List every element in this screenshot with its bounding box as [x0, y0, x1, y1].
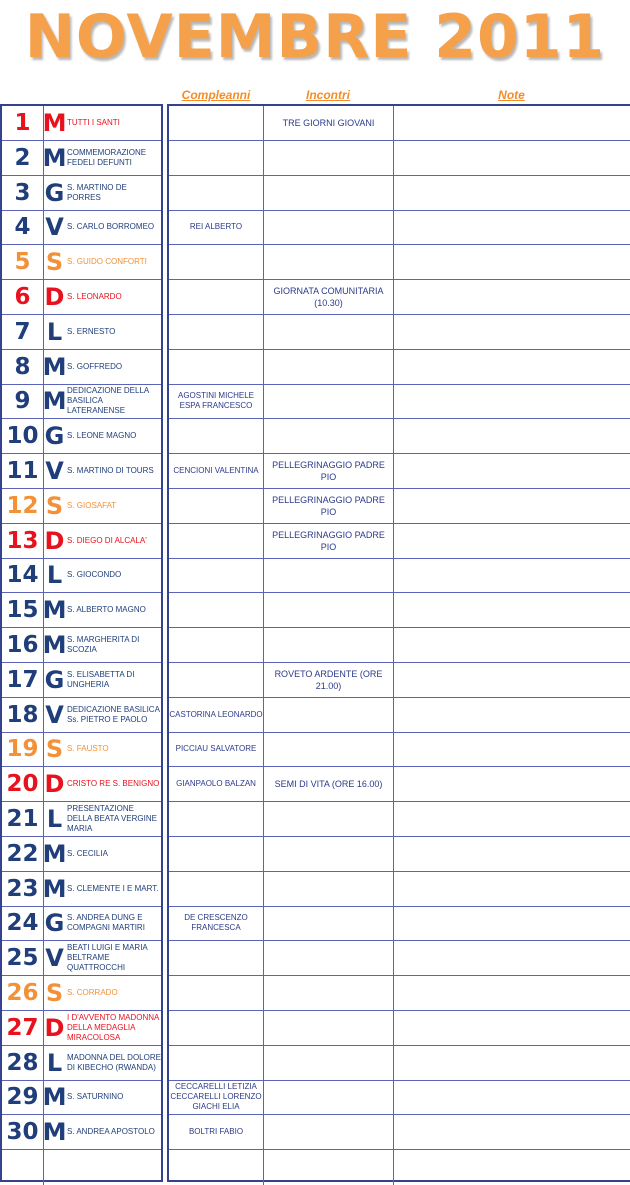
birthdays-cell[interactable] — [169, 106, 263, 141]
meetings-cell[interactable] — [263, 976, 393, 1011]
birthdays-cell[interactable] — [169, 663, 263, 698]
day-row — [0, 802, 630, 837]
day-row — [0, 245, 630, 280]
day-number: 26 — [2, 976, 43, 1011]
day-row — [0, 941, 630, 976]
weekday-letter: L — [43, 1046, 65, 1081]
weekday-letter: M — [43, 384, 65, 419]
day-row — [0, 141, 630, 176]
day-row — [0, 315, 630, 350]
notes-cell[interactable] — [393, 245, 630, 280]
saint-name: S. CLEMENTE I E MART. — [65, 872, 161, 907]
meetings-cell[interactable] — [263, 732, 393, 767]
saint-name: PRESENTAZIONE DELLA BEATA VERGINE MARIA — [65, 802, 161, 837]
saint-name: S. MARTINO DE PORRES — [65, 176, 161, 211]
saint-name: I D'AVVENTO MADONNA DELLA MEDAGLIA MIRACOLOSA — [65, 1011, 161, 1046]
notes-cell[interactable] — [393, 906, 630, 941]
day-number: 18 — [2, 698, 43, 733]
notes-cell[interactable] — [393, 1011, 630, 1046]
birthdays-cell[interactable] — [169, 245, 263, 280]
day-number: 8 — [2, 350, 43, 385]
saint-name: S. GOFFREDO — [65, 350, 161, 385]
day-number: 12 — [2, 489, 43, 524]
notes-cell[interactable] — [393, 802, 630, 837]
saint-name: S. LEONARDO — [65, 280, 161, 315]
birthdays-cell[interactable] — [169, 489, 263, 524]
birthdays-cell[interactable]: CENCIONI VALENTINA — [169, 454, 263, 489]
notes-cell[interactable] — [393, 489, 630, 524]
saint-name: S. CECILIA — [65, 837, 161, 872]
meetings-cell[interactable] — [263, 802, 393, 837]
notes-cell[interactable] — [393, 663, 630, 698]
weekday-letter: L — [43, 315, 65, 350]
meetings-cell[interactable] — [263, 419, 393, 454]
weekday-letter: G — [43, 176, 65, 211]
day-number: 21 — [2, 802, 43, 837]
notes-cell-empty — [393, 1150, 630, 1185]
notes-cell[interactable] — [393, 628, 630, 663]
day-row — [0, 976, 630, 1011]
notes-cell[interactable] — [393, 280, 630, 315]
weekday-letter: L — [43, 558, 65, 593]
meetings-cell[interactable] — [263, 210, 393, 245]
notes-cell[interactable] — [393, 524, 630, 559]
day-number: 11 — [2, 454, 43, 489]
saint-name: S. GUIDO CONFORTI — [65, 245, 161, 280]
weekday-letter: M — [43, 593, 65, 628]
notes-cell[interactable] — [393, 872, 630, 907]
weekday-letter: M — [43, 1115, 65, 1150]
notes-cell[interactable] — [393, 941, 630, 976]
birthdays-cell[interactable] — [169, 280, 263, 315]
day-number: 29 — [2, 1080, 43, 1115]
notes-cell[interactable] — [393, 1046, 630, 1081]
saint-name: S. GIOSAFAT — [65, 489, 161, 524]
birthdays-cell[interactable]: CASTORINA LEONARDO — [169, 698, 263, 733]
saint-name: S. ELISABETTA DI UNGHERIA — [65, 663, 161, 698]
birthdays-cell[interactable]: DE CRESCENZO FRANCESCA — [169, 906, 263, 941]
notes-cell[interactable] — [393, 350, 630, 385]
day-row — [0, 593, 630, 628]
day-row — [0, 872, 630, 907]
day-row — [0, 767, 630, 802]
meetings-cell[interactable]: PELLEGRINAGGIO PADRE PIO — [263, 524, 393, 559]
notes-cell[interactable] — [393, 698, 630, 733]
weekday-letter: M — [43, 141, 65, 176]
day-row — [0, 732, 630, 767]
saint-name: S. GIOCONDO — [65, 558, 161, 593]
notes-cell[interactable] — [393, 419, 630, 454]
notes-cell[interactable] — [393, 210, 630, 245]
day-number: 27 — [2, 1011, 43, 1046]
notes-cell[interactable] — [393, 141, 630, 176]
meetings-cell[interactable] — [263, 558, 393, 593]
saint-name: S. DIEGO DI ALCALA' — [65, 524, 161, 559]
birthdays-cell[interactable] — [169, 837, 263, 872]
day-number: 5 — [2, 245, 43, 280]
saint-name: S. SATURNINO — [65, 1080, 161, 1115]
weekday-letter: S — [43, 245, 65, 280]
weekday-letter: M — [43, 1080, 65, 1115]
weekday-letter: S — [43, 489, 65, 524]
meetings-cell[interactable] — [263, 1011, 393, 1046]
meetings-cell[interactable] — [263, 315, 393, 350]
notes-cell[interactable] — [393, 976, 630, 1011]
weekday-letter: D — [43, 524, 65, 559]
day-number: 6 — [2, 280, 43, 315]
day-number: 13 — [2, 524, 43, 559]
day-number: 30 — [2, 1115, 43, 1150]
birthdays-cell[interactable] — [169, 1046, 263, 1081]
notes-cell[interactable] — [393, 384, 630, 419]
meetings-cell[interactable] — [263, 872, 393, 907]
notes-cell[interactable] — [393, 593, 630, 628]
birthdays-cell[interactable] — [169, 941, 263, 976]
saint-name: S. MARGHERITA DI SCOZIA — [65, 628, 161, 663]
day-row — [0, 419, 630, 454]
birthdays-cell[interactable] — [169, 176, 263, 211]
birthdays-cell[interactable] — [169, 593, 263, 628]
birthdays-cell[interactable] — [169, 419, 263, 454]
notes-cell[interactable] — [393, 767, 630, 802]
day-number: 15 — [2, 593, 43, 628]
day-row — [0, 210, 630, 245]
birthdays-cell[interactable]: AGOSTINI MICHELE ESPA FRANCESCO — [169, 384, 263, 419]
birthdays-cell[interactable] — [169, 628, 263, 663]
saint-name: BEATI LUIGI E MARIA BELTRAME QUATTROCCHI — [65, 941, 161, 976]
meetings-cell[interactable]: GIORNATA COMUNITARIA (10.30) — [263, 280, 393, 315]
meetings-cell[interactable] — [263, 593, 393, 628]
birthdays-cell[interactable] — [169, 872, 263, 907]
day-number: 19 — [2, 732, 43, 767]
weekday-letter: M — [43, 837, 65, 872]
saint-name: S. ERNESTO — [65, 315, 161, 350]
weekday-letter: G — [43, 906, 65, 941]
weekday-letter-empty — [43, 1150, 65, 1185]
day-row — [0, 489, 630, 524]
header-meetings: Incontri — [306, 88, 350, 102]
meetings-cell[interactable] — [263, 906, 393, 941]
weekday-letter: G — [43, 663, 65, 698]
day-row — [0, 906, 630, 941]
day-number: 20 — [2, 767, 43, 802]
weekday-letter: D — [43, 280, 65, 315]
saint-name: COMMEMORAZIONE FEDELI DEFUNTI — [65, 141, 161, 176]
notes-cell[interactable] — [393, 454, 630, 489]
day-row — [0, 524, 630, 559]
weekday-letter: S — [43, 976, 65, 1011]
birthdays-cell[interactable]: CECCARELLI LETIZIA CECCARELLI LORENZO GIACHI ELIA — [169, 1080, 263, 1115]
meetings-cell[interactable] — [263, 141, 393, 176]
birthdays-cell[interactable] — [169, 141, 263, 176]
birthdays-cell[interactable] — [169, 350, 263, 385]
notes-cell[interactable] — [393, 315, 630, 350]
weekday-letter: S — [43, 732, 65, 767]
day-number: 25 — [2, 941, 43, 976]
day-number: 17 — [2, 663, 43, 698]
header-notes: Note — [498, 88, 525, 102]
birthdays-cell[interactable]: BOLTRI FABIO — [169, 1115, 263, 1150]
saint-name: S. CORRADO — [65, 976, 161, 1011]
weekday-letter: V — [43, 698, 65, 733]
birthdays-cell[interactable]: PICCIAU SALVATORE — [169, 732, 263, 767]
notes-cell[interactable] — [393, 106, 630, 141]
day-number: 28 — [2, 1046, 43, 1081]
meetings-cell[interactable] — [263, 245, 393, 280]
meetings-cell[interactable] — [263, 1080, 393, 1115]
meetings-cell[interactable] — [263, 1115, 393, 1150]
birthdays-cell[interactable] — [169, 558, 263, 593]
saint-name: S. ANDREA DUNG E COMPAGNI MARTIRI — [65, 906, 161, 941]
day-row — [0, 454, 630, 489]
saint-name: S. ALBERTO MAGNO — [65, 593, 161, 628]
day-row — [0, 1011, 630, 1046]
meetings-cell[interactable] — [263, 628, 393, 663]
saint-name: S. MARTINO DI TOURS — [65, 454, 161, 489]
day-row — [0, 384, 630, 419]
birthdays-cell[interactable] — [169, 315, 263, 350]
day-number: 24 — [2, 906, 43, 941]
day-row — [0, 176, 630, 211]
meetings-cell[interactable] — [263, 350, 393, 385]
weekday-letter: L — [43, 802, 65, 837]
day-row — [0, 1046, 630, 1081]
day-number: 14 — [2, 558, 43, 593]
day-number: 23 — [2, 872, 43, 907]
day-number: 10 — [2, 419, 43, 454]
saint-name: DEDICAZIONE BASILICA Ss. PIETRO E PAOLO — [65, 698, 161, 733]
day-number: 2 — [2, 141, 43, 176]
meetings-cell[interactable] — [263, 698, 393, 733]
header-birthdays: Compleanni — [181, 88, 251, 102]
notes-cell[interactable] — [393, 732, 630, 767]
day-number: 7 — [2, 315, 43, 350]
day-number: 1 — [2, 106, 43, 141]
meetings-cell[interactable] — [263, 941, 393, 976]
weekday-letter: V — [43, 941, 65, 976]
empty-row — [0, 1150, 630, 1185]
meetings-cell[interactable]: ROVETO ARDENTE (ORE 21.00) — [263, 663, 393, 698]
day-row — [0, 280, 630, 315]
day-number: 9 — [2, 384, 43, 419]
weekday-letter: V — [43, 454, 65, 489]
day-number: 16 — [2, 628, 43, 663]
birthdays-cell[interactable] — [169, 524, 263, 559]
day-row — [0, 350, 630, 385]
saint-name: DEDICAZIONE DELLA BASILICA LATERANENSE — [65, 384, 161, 419]
meetings-cell[interactable]: PELLEGRINAGGIO PADRE PIO — [263, 454, 393, 489]
day-number: 4 — [2, 210, 43, 245]
meetings-cell[interactable] — [263, 384, 393, 419]
day-row — [0, 698, 630, 733]
saint-name: S. LEONE MAGNO — [65, 419, 161, 454]
day-row — [0, 663, 630, 698]
birthdays-cell[interactable] — [169, 1011, 263, 1046]
meetings-cell[interactable] — [263, 1046, 393, 1081]
day-row — [0, 106, 630, 141]
notes-cell[interactable] — [393, 558, 630, 593]
notes-cell[interactable] — [393, 1115, 630, 1150]
birthdays-cell[interactable]: REI ALBERTO — [169, 210, 263, 245]
day-row — [0, 837, 630, 872]
birthdays-cell[interactable] — [169, 802, 263, 837]
saint-name: S. FAUSTO — [65, 732, 161, 767]
notes-cell[interactable] — [393, 1080, 630, 1115]
weekday-letter: D — [43, 767, 65, 802]
notes-cell[interactable] — [393, 176, 630, 211]
weekday-letter: V — [43, 210, 65, 245]
weekday-letter: M — [43, 350, 65, 385]
weekday-letter: M — [43, 872, 65, 907]
day-row — [0, 1080, 630, 1115]
birthdays-cell[interactable] — [169, 976, 263, 1011]
meetings-cell[interactable] — [263, 176, 393, 211]
page-title: NOVEMBRE 2011 — [24, 2, 606, 72]
day-row — [0, 1115, 630, 1150]
meetings-cell[interactable]: SEMI DI VITA (ORE 16.00) — [263, 767, 393, 802]
weekday-letter: G — [43, 419, 65, 454]
day-number: 22 — [2, 837, 43, 872]
weekday-letter: M — [43, 628, 65, 663]
saint-name: S. ANDREA APOSTOLO — [65, 1115, 161, 1150]
weekday-letter: D — [43, 1011, 65, 1046]
day-row — [0, 628, 630, 663]
saint-name: MADONNA DEL DOLORE DI KIBECHO (RWANDA) — [65, 1046, 161, 1081]
meetings-cell[interactable]: TRE GIORNI GIOVANI — [263, 106, 393, 141]
birthdays-cell[interactable]: GIANPAOLO BALZAN — [169, 767, 263, 802]
meetings-cell[interactable] — [263, 837, 393, 872]
weekday-letter: M — [43, 106, 65, 141]
meetings-cell[interactable]: PELLEGRINAGGIO PADRE PIO — [263, 489, 393, 524]
saint-name: S. CARLO BORROMEO — [65, 210, 161, 245]
day-number: 3 — [2, 176, 43, 211]
day-row — [0, 558, 630, 593]
notes-cell[interactable] — [393, 837, 630, 872]
meetings-cell-empty — [263, 1150, 393, 1185]
saint-name: CRISTO RE S. BENIGNO — [65, 767, 161, 802]
saint-name: TUTTI I SANTI — [65, 106, 161, 141]
